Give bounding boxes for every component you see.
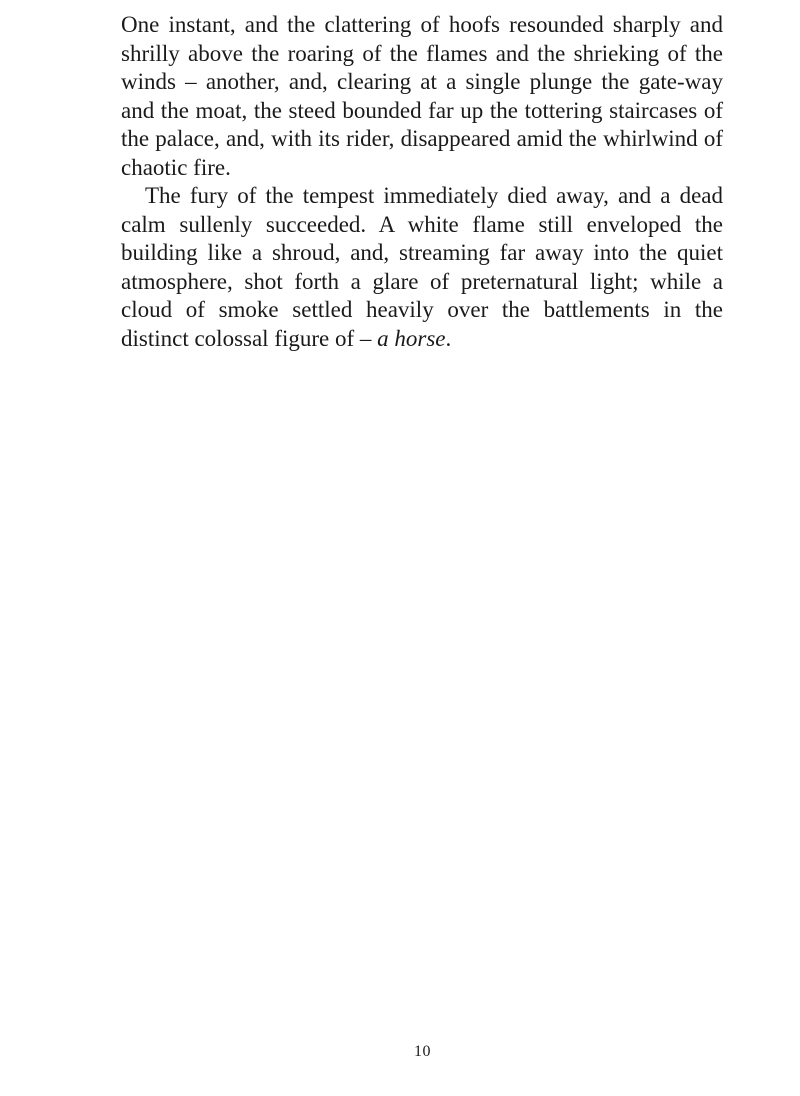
paragraph-2 <box>121 182 723 353</box>
paragraph-1-text: One instant, and the clattering of hoofs resounded sharply and shrilly above the roaring of the flames and the shrieking of the winds – another, and, clearing at a single plunge the gate-way and the moat, the steed bounded far up the tottering staircases of the palace, and, with its rider, disappeared amid the whirlwind of chaotic fire. <box>121 12 723 180</box>
paragraph-2-italic-ending: a horse <box>377 325 446 351</box>
paragraph-1 <box>121 11 723 182</box>
paragraph-2-text: The fury of the tempest immediately died away, and a dead calm sullenly succeeded. A white flame still enveloped the building like a shroud, and, streaming far away into the quiet atmosphere, shot forth a glare of preternatural light; while a cloud of smoke settled heavily over the battlements in the distinct colossal figure of – <box>121 183 723 351</box>
paragraph-2-ending-punctuation: . <box>445 325 452 351</box>
body-text <box>121 11 723 353</box>
page-number: 10 <box>414 1043 431 1060</box>
